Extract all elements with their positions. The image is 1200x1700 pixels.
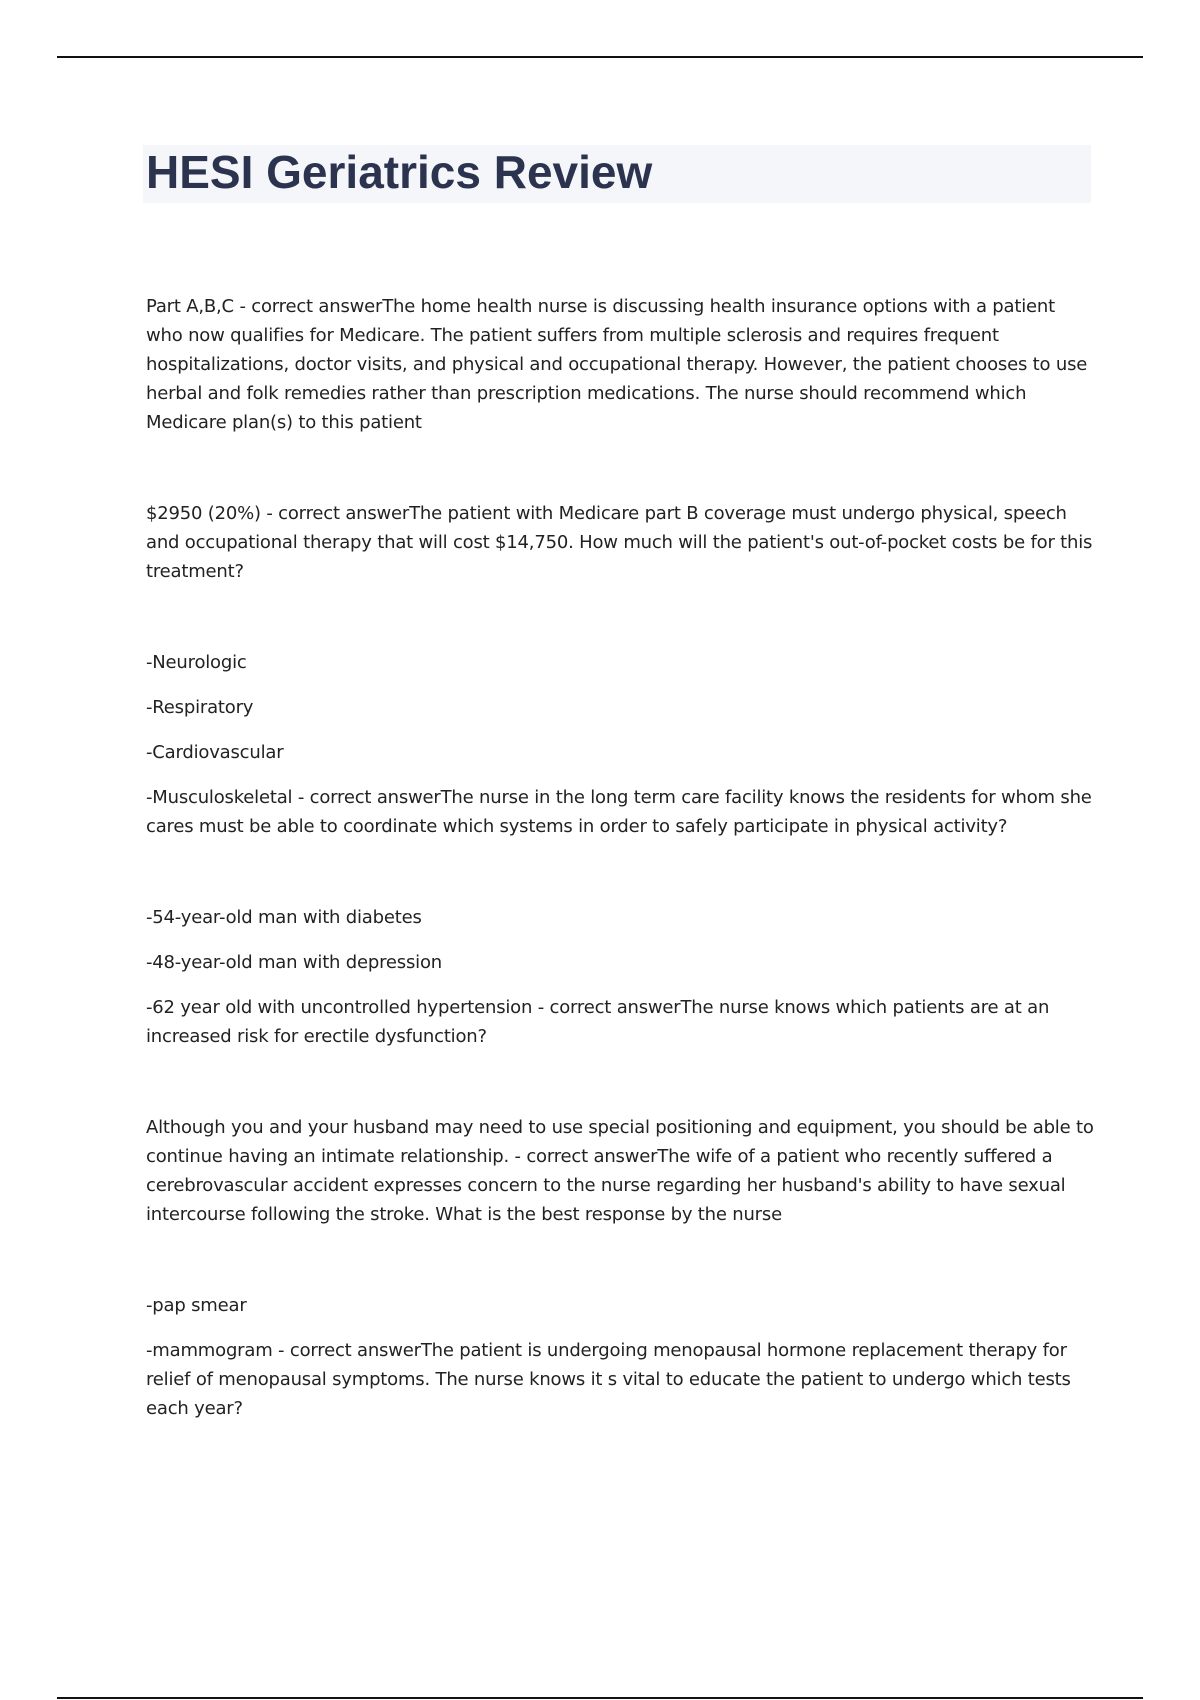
qa-text: -Musculoskeletal - correct answerThe nurse in the long term care facility knows the residents for whom she cares must be able to coordinate which systems in order to safely participate in physical activity? [146,787,1092,837]
qa-text: -62 year old with uncontrolled hypertension - correct answerThe nurse knows which patients are at an increased risk for erectile dysfunction? [146,997,1050,1047]
qa-item [146,903,1096,1051]
qa-option: -Respiratory [146,697,254,718]
qa-text: -mammogram - correct answerThe patient is undergoing menopausal hormone replacement therapy for relief of menopausal symptoms. The nurse knows it s vital to educate the patient to undergo which tests each year? [146,1340,1071,1419]
qa-text: Part A,B,C - correct answerThe home health nurse is discussing health insurance options with a patient who now qualifies for Medicare. The patient suffers from multiple sclerosis and requires frequent hospitalizations, doctor visits, and physical and occupational therapy. However, the patient chooses to use herbal and folk remedies rather than prescription medications. The nurse should recommend which Medicare plan(s) to this patient [146,296,1088,433]
qa-content [146,292,1096,1485]
qa-text: Although you and your husband may need to use special positioning and equipment, you should be able to continue having an intimate relationship. - correct answerThe wife of a patient who recently suffered a cerebrovascular accident expresses concern to the nurse regarding her husband's ability to have sexual intercourse following the stroke. What is the best response by the nurse [146,1117,1094,1225]
qa-item [146,292,1096,437]
bottom-rule [57,1697,1143,1699]
qa-option: -48-year-old man with depression [146,952,442,973]
qa-option: -54-year-old man with diabetes [146,907,422,928]
qa-item [146,1291,1096,1423]
top-rule [57,56,1143,58]
qa-item [146,499,1096,586]
qa-option: -pap smear [146,1295,247,1316]
qa-option: -Neurologic [146,652,247,673]
qa-text: $2950 (20%) - correct answerThe patient with Medicare part B coverage must undergo physical, speech and occupational therapy that will cost $14,750. How much will the patient's out-of-pocket costs be for this treatment? [146,503,1093,582]
page-title: HESI Geriatrics Review [146,146,653,198]
qa-item [146,648,1096,841]
qa-item [146,1113,1096,1229]
qa-option: -Cardiovascular [146,742,284,763]
